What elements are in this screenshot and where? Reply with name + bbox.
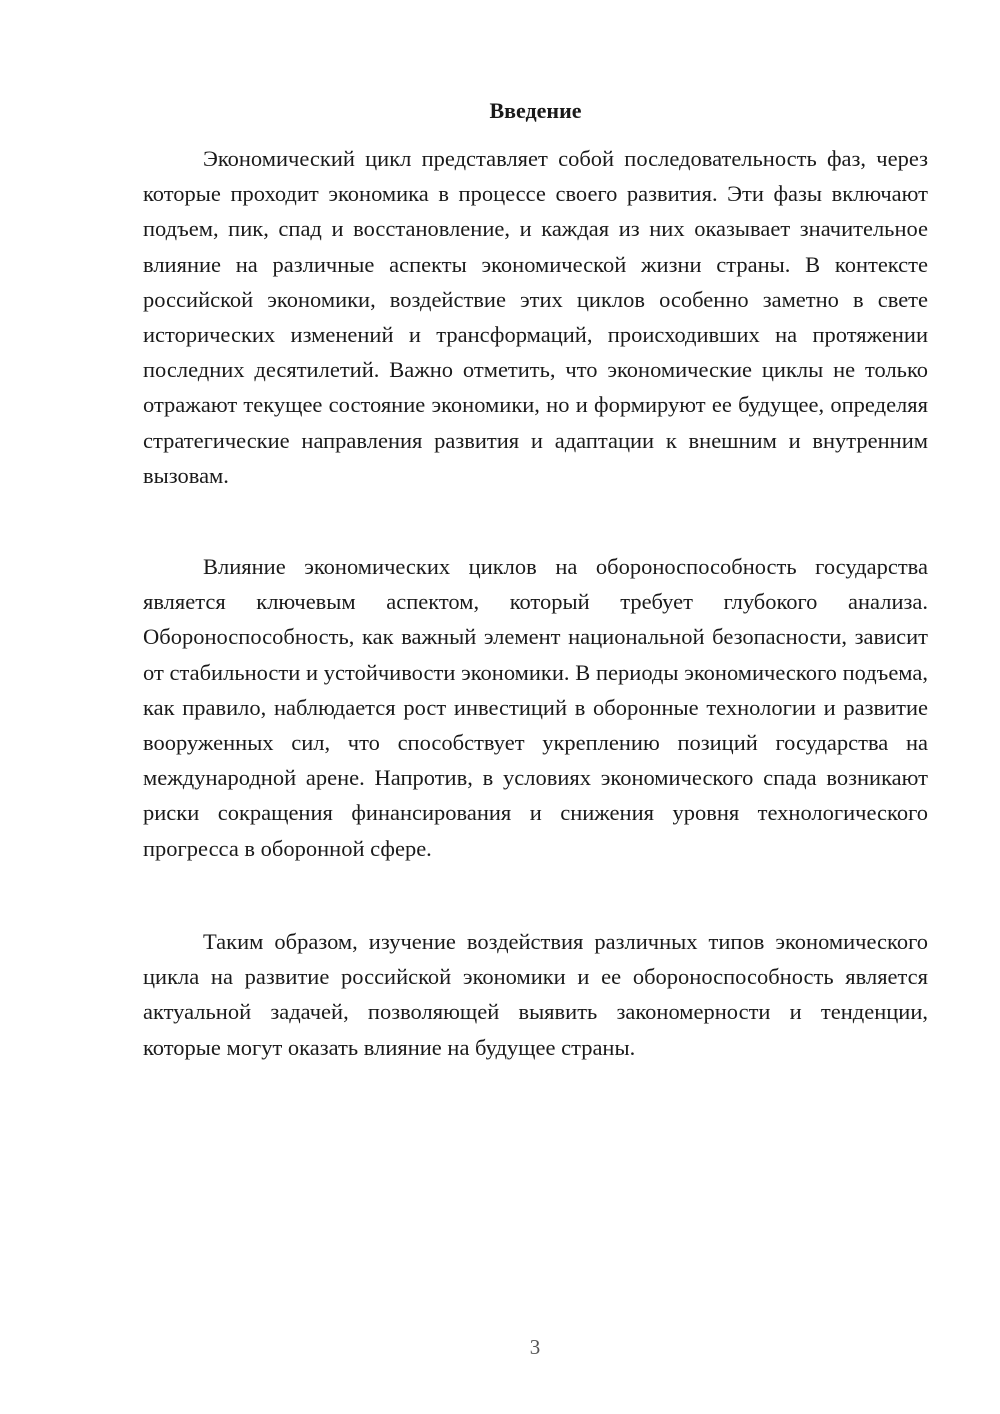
- paragraph-3: Таким образом, изучение воздействия различных типов экономического цикла на развитие российской экономики и ее обороноспособность является актуальной задачей, позволяющей выявить закономерности и тенденции, которые могут оказать влияние на будущее страны.: [143, 929, 928, 1060]
- paragraph-2: Влияние экономических циклов на обороноспособность государства является ключевым аспектом, который требует глубокого анализа. Обороноспособность, как важный элемент национальной безопасности, зависит от стабильности и устойчивости экономики. В периоды экономического подъема, как правило, наблюдается рост инвестиций в оборонные технологии и развитие вооруженных сил, что способствует укреплению позиций государства на международной арене. Напротив, в условиях экономического спада возникают риски сокращения финансирования и снижения уровня технологического прогресса в оборонной сфере.: [143, 554, 928, 861]
- page-title: Введение: [489, 98, 582, 123]
- paragraph-1: Экономический цикл представляет собой последовательность фаз, через которые проходит экономика в процессе своего развития. Эти фазы включают подъем, пик, спад и восстановление, и каждая из них оказывает значительное влияние на различные аспекты экономической жизни страны. В контексте российской экономики, воздействие этих циклов особенно заметно в свете исторических изменений и трансформаций, происходивших на протяжении последних десятилетий. Важно отметить, что экономические циклы не только отражают текущее состояние экономики, но и формируют ее будущее, определяя стратегические направления развития и адаптации к внешним и внутренним вызовам.: [143, 146, 928, 488]
- page-number: 3: [529, 1335, 541, 1359]
